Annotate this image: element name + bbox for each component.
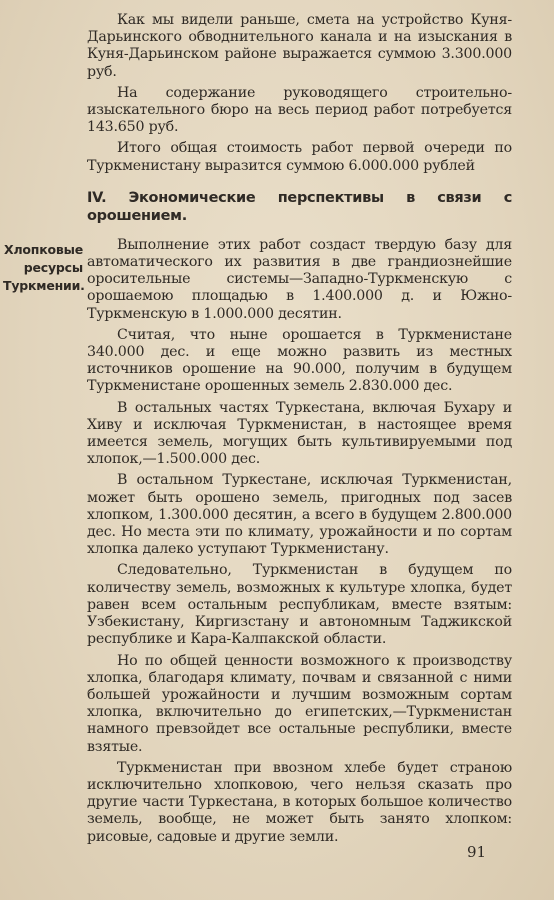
margin-note xyxy=(3,241,83,295)
paragraph-comparison-republics: Следовательно, Туркменистан в будущем по количеству земель, возможных к культуре хлопка, будет равен всем остальным республикам, вместе взятым: Узбекистану, Киргизстану и автономным Таджикской республике и Кара-Калпакской области. xyxy=(87,562,512,648)
paragraph-cotton-value: Но по общей ценности возможного к производству хлопка, благодаря климату, почвам и связанной с ними большей урожайности и лучшим возможным сортам хлопка, включительно до египетских,—Туркменистан намного превзойдет все остальные республики, вместе взятые. xyxy=(87,652,512,755)
paragraph-other-turkestan-irrigable: В остальном Туркестане, исключая Туркменистан, может быть орошено земель, пригодных под засев хлопком, 1.300.000 десятин, а всего в будущем 2.800.000 дес. Но места эти по климату, урожайности и по сортам хлопка далеко уступают Туркменистану. xyxy=(87,472,512,558)
paragraph-irrigated-land: Считая, что ныне орошается в Туркменистане 340.000 дес. и еще можно развить из местных источников орошение на 90.000, получим в будущем Туркменистане орошенных земель 2.830.000 дес. xyxy=(87,326,512,395)
paragraph-cotton-only: Туркменистан при ввозном хлебе будет страною исключительно хлопковою, чего нельзя сказать про другие части Туркестана, в которых большое количество земель, вообще, не может быть занято хлопком: рисовые, садовые и другие земли. xyxy=(87,759,512,845)
margin-note-line: Хлопковые xyxy=(4,242,83,257)
paragraph-kunya-darya-estimate: Как мы видели раньше, смета на устройство Куня-Дарьинского обводнительного канала и на изыскания в Куня-Дарьинском районе выражается суммою 3.300.000 руб. xyxy=(87,12,512,80)
margin-note-line: ресурсы xyxy=(23,260,83,275)
section-heading: IV. Экономические перспективы в связи с орошением. xyxy=(87,189,512,224)
paragraph-total-cost: Итого общая стоимость работ первой очереди по Туркменистану выразится суммою 6.000.000 рублей xyxy=(87,140,512,174)
page-number: 91 xyxy=(467,843,487,861)
paragraph-bureau-cost: На содержание руководящего строительно-изыскательного бюро на весь период работ потребуется 143.650 руб. xyxy=(87,84,512,136)
main-text-column xyxy=(87,12,512,846)
margin-note-line: Туркмении. xyxy=(3,278,85,293)
paragraph-other-turkestan-land: В остальных частях Туркестана, включая Бухару и Хиву и исключая Туркменистан, в настоящее время имеется земель, могущих быть культивируемыми под хлопок,—1.500.000 дес. xyxy=(87,399,512,468)
paragraph-irrigation-systems: Выполнение этих работ создаст твердую базу для автоматического их развития в две грандиознейшие оросительные системы—Западно-Туркменскую с орошаемою площадью в 1.400.000 д. и Южно-Туркменскую в 1.000.000 десятин. xyxy=(87,236,512,322)
